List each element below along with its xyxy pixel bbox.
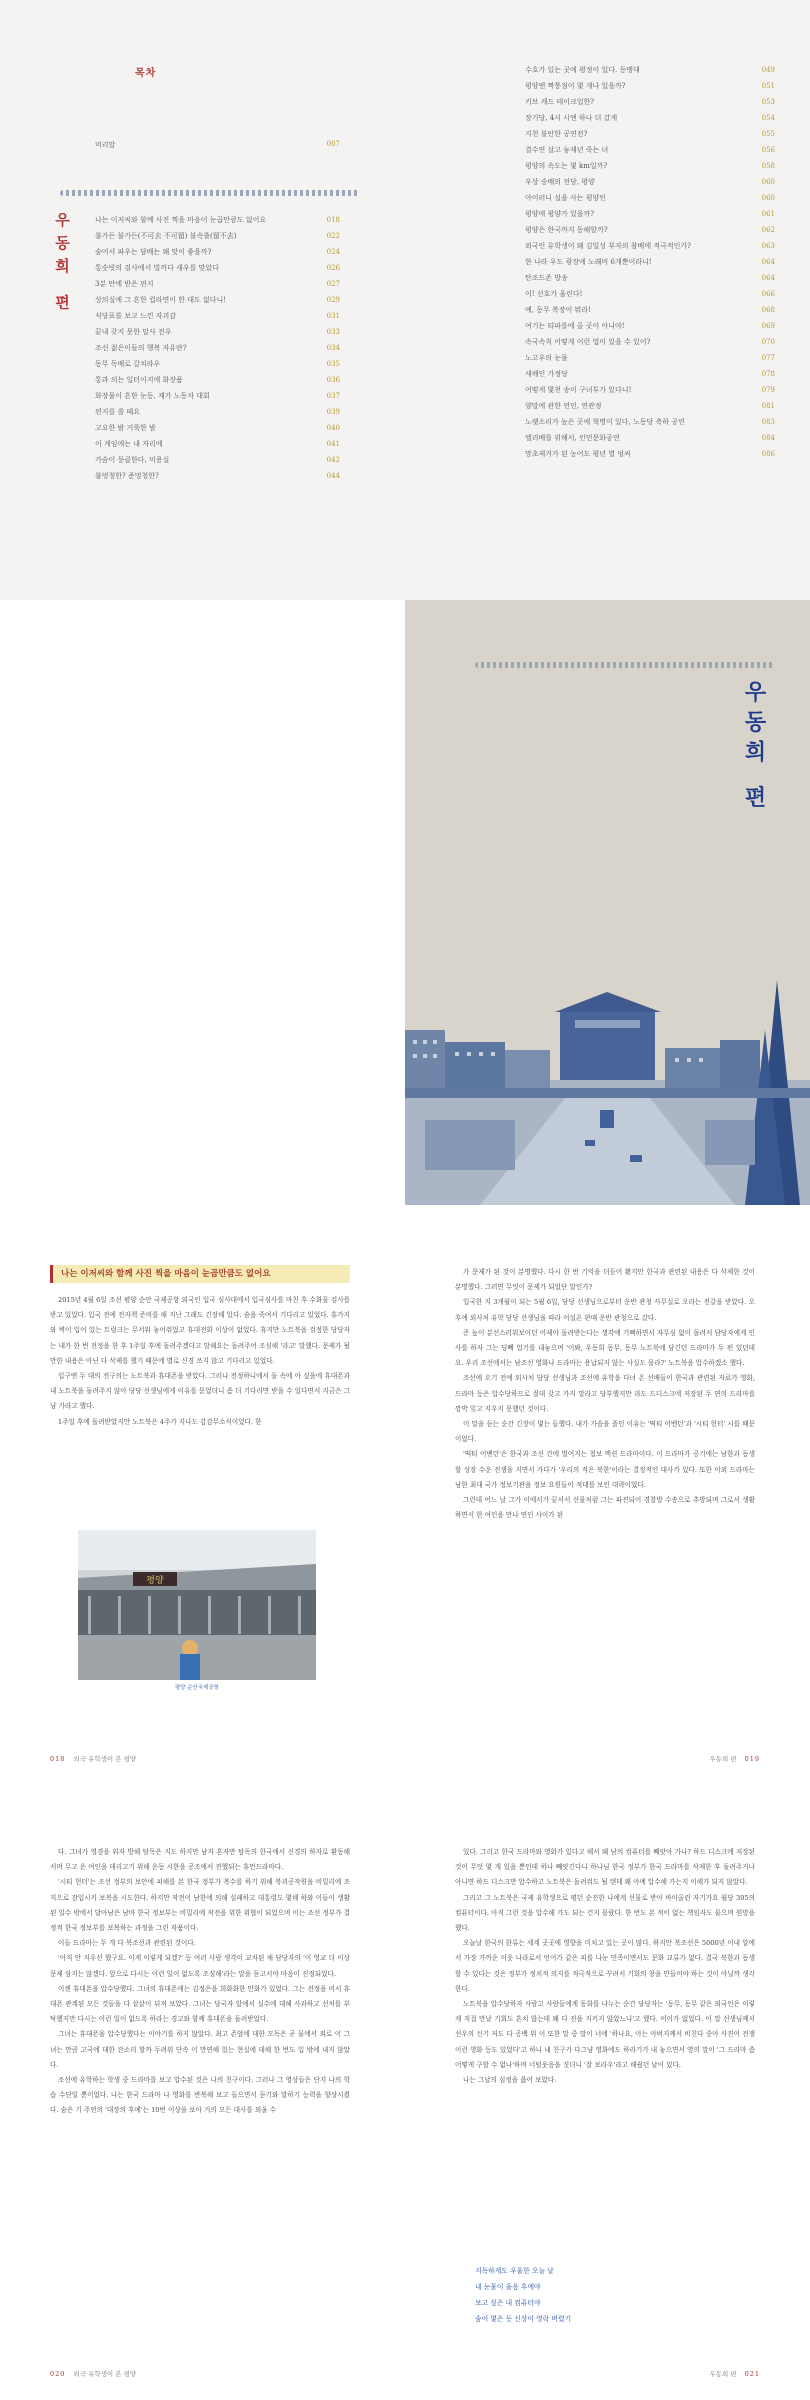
toc-item-page: 061 <box>761 210 775 218</box>
toc-item[interactable] <box>525 94 775 110</box>
toc-item[interactable] <box>525 206 775 222</box>
toc-item-title: 불멍청한? 준멍청한? <box>95 472 159 480</box>
page-number: 019 <box>744 1755 760 1763</box>
toc-item-title: 식당표를 보고 느낀 자괴감 <box>95 312 177 320</box>
toc-item[interactable] <box>525 446 775 462</box>
poem-line: 보고 싶은 내 컴퓨터야 <box>475 2299 541 2307</box>
blank-page <box>0 600 405 1205</box>
toc-item-title: 불가든 불가든(不可去 不可留) 불속출(留不去) <box>95 232 237 240</box>
toc-spread <box>0 0 810 600</box>
page-runner-right <box>709 1754 760 1763</box>
toc-item-title: 평양엔 짝퉁점이 몇 개나 있을까? <box>525 82 626 90</box>
toc-item[interactable] <box>95 324 340 340</box>
toc-item-title: 예, 동무 복장이 뭐라! <box>525 306 591 314</box>
wave-divider <box>60 190 360 196</box>
toc-item-title: 속국속칙 어떻게 이런 법이 있을 수 있어? <box>525 338 651 346</box>
paragraph: 입구엔 두 대의 전구의는 노트북과 휴대폰을 받았다. 그러나 전정하니에서 돌 속에 아 싶을에 휴대폰과 내 노트북을 돌려주지 않아 당당 선생님에게 이유를 묻었더니 좀 더 기다리면 받을 수 있다면서 지금은 그냥 가라고 했다. <box>50 1372 350 1411</box>
poem-line: 숨어 몇은 듯 신상이 영락 버렸기 <box>475 2315 572 2323</box>
toc-item-page: 053 <box>761 98 775 106</box>
toc-item-title: 수호가 있는 곳에 평정이 있다. 동맹대 <box>525 66 640 74</box>
toc-item[interactable] <box>525 78 775 94</box>
paragraph: 노트북을 압수당하자 사람고 사람들에게 동화를 나누는 순간 당당자는 '동무, 동무 같은 외국인은 이렇게 직접 만날 기회도 흔치 않는데 왜 다 전을 지키지 않았느냐'고 했다. 어이가 없었다. 이 말 선생님께서 선우의 신기 저도 다 공백 위 이 또한 말 중 말이 너에 '하나요, 아는 아버지께서 비친다 중아 사진이 전쟁 이런 영화 등도 있었다'고 하니 내 친구가 다그냥 영화에도 하라기가 내 놓으면서 영의 말이 '그 드라마 좀 어떻게 구할 수 없나'하며 너털웃음을 짓더니 '잘 보라우'라고 해줬던 날이 있다. <box>455 2000 755 2069</box>
toc-item[interactable] <box>95 468 340 484</box>
toc-title: 목차 <box>135 68 157 79</box>
toc-item-page: 078 <box>761 370 775 378</box>
book-title: 외국 유학생이 본 평양 <box>73 2370 137 2378</box>
toc-section-title: 우동희 편 <box>53 212 71 318</box>
toc-item-page: 049 <box>761 66 775 74</box>
toc-preface[interactable] <box>95 140 340 150</box>
article-heading: 나는 이저씨와 함께 사진 찍을 마음이 눈곱만큼도 없어요 <box>50 1265 350 1283</box>
page-018 <box>0 1205 405 1785</box>
toc-item-page: 026 <box>326 264 340 272</box>
toc-item-title: 외국인 유학생이 왜 김일성 부자의 참배에 적극적인가? <box>525 242 691 250</box>
toc-item-page: 063 <box>761 242 775 250</box>
paragraph: 그리고 그 노트북은 국제 유학생으로 평던 순진한 나에게 선물로 받아 바이올린 자기가요 월당 305의 컴퓨터이다. 아직 그런 것을 압수해 가도 되는 건지 몰랐다. 한 번도 본 적이 없는 책임자도 물으며 원망을 했다. <box>455 1893 755 1933</box>
toc-item-page: 018 <box>326 216 340 224</box>
toc-item-title: 어떻게 몇천 송이 구녀투가 있다니! <box>525 386 632 394</box>
airport-photo <box>78 1530 316 1680</box>
toc-item-page: 036 <box>326 376 340 384</box>
toc-item[interactable] <box>95 372 340 388</box>
toc-item-page: 042 <box>326 456 340 464</box>
toc-item-page: 029 <box>326 296 340 304</box>
toc-list-right <box>525 62 775 462</box>
toc-item-title: 이 게임에는 내 자리에 <box>95 440 163 448</box>
toc-item[interactable] <box>525 126 775 142</box>
paragraph: 이젠 휴대폰을 압수당했다. 그녀의 휴대폰에는 김정은을 희화화한 만화가 있었다. 그는 전정을 비서 휴대폰 관계된 모든 것들을 다 샅샅이 뒤져 보았다. 그녀는 당국자 앞에서 실수에 대해 사과하고 선처를 부탁했지만 다시는 이런 일이 없도록 하라는 경고와 함께 휴대폰을 돌려받았다. <box>50 1984 350 2024</box>
page-020 <box>0 1785 405 2400</box>
paragraph: 조선에 유학하는 학생 중 드라마를 보고 압수된 것은 나의 친구이다. 그러나 그 영상들은 단지 나의 학습 수단일 뿐이었다. 나는 한국 드라마 나 영화를 반복해 보고 들으면서 듣기와 말하기 능력을 향상시켰다. 숨은 기 주연의 '대장의 후예'는 10번 이상을 보아 거의 모든 대사를 외울 수 <box>50 2076 350 2115</box>
toc-item-title: 편지를 쓸 때요 <box>95 408 141 416</box>
toc-item-page: 054 <box>761 114 775 122</box>
toc-item-title: 키브 캐드 테이크업한? <box>525 98 595 106</box>
toc-item[interactable] <box>525 334 775 350</box>
paragraph: 1주일 후에 돌려받았지만 노트북은 4주가 지나도 감감무소식이었다. 한 <box>58 1417 262 1426</box>
toc-item[interactable] <box>95 244 340 260</box>
toc-item-page: 024 <box>326 248 340 256</box>
body-text <box>50 1293 350 1430</box>
toc-item[interactable] <box>95 404 340 420</box>
paragraph: 가 문제가 된 것이 분명했다. 다시 한 번 기억을 더듬어 봤지만 한국과 관련된 내용은 다 삭제한 것이 분명했다. 그러면 무엇이 문제가 되었단 말인가? <box>455 1268 755 1292</box>
toc-item[interactable] <box>525 190 775 206</box>
toc-item[interactable] <box>95 340 340 356</box>
toc-item-title: 망초제거가 된 농어도 평년 별 엉씨 <box>525 450 631 458</box>
toc-item-page: 081 <box>761 402 775 410</box>
toc-left-page <box>0 0 405 600</box>
toc-item-title: 평양에 평양가 있을까? <box>525 210 595 218</box>
section-divider-spread <box>0 600 810 1205</box>
toc-item[interactable] <box>525 302 775 318</box>
toc-item-title: 장기당, 4시 시엔 하나 더 갔게 <box>525 114 618 122</box>
toc-item-page: 056 <box>761 146 775 154</box>
toc-item[interactable] <box>525 366 775 382</box>
toc-item-page: 034 <box>326 344 340 352</box>
toc-preface-label: 머리말 <box>95 141 116 149</box>
book-title: 우동희 편 <box>709 1755 737 1763</box>
toc-item-page: 070 <box>761 338 775 346</box>
toc-item-title: 탄조드존 방송 <box>525 274 568 282</box>
toc-item-page: 077 <box>761 354 775 362</box>
photo-caption: 평양 순안국제공항 <box>174 1685 220 1691</box>
toc-item[interactable] <box>95 388 340 404</box>
toc-item[interactable] <box>525 142 775 158</box>
toc-item-title: 여기는 티파를에 올 곳이 아니야! <box>525 322 625 330</box>
toc-item[interactable] <box>95 276 340 292</box>
toc-item-title: 3분 만에 받은 편지 <box>95 280 154 288</box>
book-title: 우동희 편 <box>709 2370 737 2378</box>
poem-line: 내 눈물이 울음 후에야 <box>475 2283 541 2291</box>
section-title: 우동희 편 <box>741 680 767 816</box>
toc-item[interactable] <box>95 228 340 244</box>
toc-item[interactable] <box>525 222 775 238</box>
toc-item-page: 079 <box>761 386 775 394</box>
toc-item-title: 결수연 살고 놓재년 죽는 녀 <box>525 146 609 154</box>
toc-item-title: 새해인 가정당 <box>525 370 568 378</box>
toc-list-left <box>95 212 340 484</box>
toc-item-page: 037 <box>326 392 340 400</box>
toc-preface-page: 007 <box>326 140 340 148</box>
toc-item-page: 066 <box>761 290 775 298</box>
body-text <box>455 1265 755 1523</box>
toc-item[interactable] <box>525 382 775 398</box>
station-sign: 평양 <box>146 1576 164 1586</box>
toc-item[interactable] <box>95 212 340 228</box>
toc-item[interactable] <box>95 292 340 308</box>
page-number: 021 <box>744 2370 760 2378</box>
toc-item-title: 나는 이저씨와 함께 사진 찍을 마음이 눈곱만큼도 없어요 <box>95 216 267 224</box>
toc-item[interactable] <box>525 174 775 190</box>
page-number: 018 <box>50 1755 66 1763</box>
toc-item-page: 084 <box>761 434 775 442</box>
toc-item-title: 노랫소리가 높은 곳에 혁명이 있다, 노동당 축하 공연 <box>525 418 685 426</box>
toc-item-page: 027 <box>326 280 340 288</box>
paragraph: 그녀는 휴대폰을 압수당했다는 이야기를 하지 않았다. 최고 존엄에 대한 모독은 곧 물에서 죄로 이 그녀는 만큼 고국에 대한 잔소리 할까 두려워 단속 이 만연해 있는 현실에 대해 한 번도 입 밖에 내지 않았다. <box>50 2030 350 2069</box>
toc-item[interactable] <box>525 414 775 430</box>
poem <box>475 2263 571 2327</box>
toc-item-page: 064 <box>761 274 775 282</box>
toc-item-title: 지천 불안한 공연전? <box>525 130 588 138</box>
toc-item-page: 035 <box>326 360 340 368</box>
toc-item[interactable] <box>525 62 775 78</box>
toc-item-page: 062 <box>761 226 775 234</box>
paragraph: '떡티 어벤던'은 한국과 조선 간에 벌어지는 첩보 액션 드라마이다. 이 드라마가 공기에는 남한과 동생할 성장 수운 전쟁을 지면서 가다가 '우리의 적은 북한'이라는 결정적인 대사가 있다. 또한 이외 드라마는 남한 최대 국가 정보기관을 정보 요원들이 적대를 보인 대략이었다. <box>455 1450 755 1489</box>
toc-item-title: 숨어서 파우는 담배는 왜 맛이 좋을까? <box>95 248 212 256</box>
toc-item[interactable] <box>525 430 775 446</box>
toc-right-page <box>405 0 810 600</box>
page-number: 020 <box>50 2370 66 2378</box>
toc-item[interactable] <box>95 356 340 372</box>
paragraph: '아직 안 지우선 했구요. 이게 이렇게 되겠?' 등 여러 사람 생각이 교차된 채 담당자의 '이 영교 더 이상 문제 삼지는 않겠다. 앞으로 다시는 이런 일이 없도록 조심해'라는 말을 듣고서야 마음이 진정되었다. <box>50 1954 350 1978</box>
toc-item[interactable] <box>95 452 340 468</box>
paragraph: 있다. 그리고 한국 드라마와 영화가 있다고 해서 왜 남의 컴퓨터를 빼앗아 가나? 하드 디스크에 저장된 것이 무엇 몇 개 있을 뿐인데 하나 빼앗긴다니 하나님 한국 정부가 한국 드라마를 삭제한 후 돌려주거나 아니면 하드 디스크만 압수하고 노트북은 돌려줘도 될 텐데 왜 아예 압수해 가는지 이해가 되지 않았다. <box>455 1848 755 1887</box>
page-021 <box>405 1785 810 2400</box>
toc-item-title: 고요한 밤 거룩한 밤 <box>95 424 156 432</box>
pages-018-019 <box>0 1205 810 1785</box>
toc-item-page: 022 <box>326 232 340 240</box>
toc-item[interactable] <box>525 270 775 286</box>
paragraph: 입국한 지 3개월이 되는 5월 6일, 담당 선생님으로부터 운반 관청 사무실로 오라는 전갈을 받았다. 오후에 외사처 유학 담당 선생님을 따라 어설픈 판때 운반 관청으로 갔다. <box>455 1298 755 1322</box>
toc-item-page: 055 <box>761 130 775 138</box>
toc-item[interactable] <box>95 260 340 276</box>
toc-item-title: 우상 숭배의 전당, 평양 <box>525 178 595 186</box>
toc-item-page: 058 <box>761 162 775 170</box>
paragraph: '시티 헌터'는 조선 정부의 보안에 피해를 본 한국 정부가 복수를 하기 위해 북괴공작원을 비밀리에 조직으로 잠입시키 보복을 시도한다. 하지만 작전이 남한에 의해 실패하고 대통령도 몇해 하와 이들이 생활된 일수 밖에서 달아남은 남마 한국 정보부는 비밀리에 작전을 위한 위협이 되었으며 이는 조선 정부가 결정적 한국 정보부를 보복하는 과정을 그린 작품이다. <box>50 1878 350 1933</box>
toc-item-title: 통과 의는 일터이지에 화장품 <box>95 376 183 384</box>
toc-item-title: 아이러니 설을 사는 평양인 <box>525 194 607 202</box>
toc-item[interactable] <box>525 158 775 174</box>
divider-page <box>405 600 810 1205</box>
poem-line: 지독하게도 우울한 오늘 날 <box>475 2267 554 2275</box>
page-runner-right <box>709 2369 760 2378</box>
body-text <box>455 1845 755 2088</box>
toc-item[interactable] <box>525 238 775 254</box>
toc-item-page: 041 <box>326 440 340 448</box>
toc-item-page: 031 <box>326 312 340 320</box>
paragraph: 조선에 오기 전에 외사처 담당 선생님과 조선에 유학을 다녀 온 선배들이 한국과 관련된 자료가 영화, 드라마 등은 압수당하므로 절대 갖고 가지 말라고 당부했지만 라도 드디스크에 저장된 두 편의 드라마를 깜박 잊고 지우지 못했던 것이다. <box>455 1374 755 1413</box>
body-text <box>50 1845 350 2119</box>
toc-item-title: 조선 젊은이들의 행복 자유란? <box>95 344 187 352</box>
toc-item-title: 평양은 한국까지 동해할까? <box>525 226 608 234</box>
paragraph: 나는 그날의 심정을 읊어 보았다. <box>463 2076 557 2085</box>
toc-item[interactable] <box>95 420 340 436</box>
toc-item-page: 083 <box>761 418 775 426</box>
toc-item-page: 064 <box>761 258 775 266</box>
wave-divider <box>475 662 775 668</box>
toc-item-title: 엘리베를 위해서, 인민문화공연 <box>525 434 620 442</box>
paragraph: 준 높이 분선스러워보이던 이제야 돌려받는다는 생각에 기뻐하면서 자무심 없이 돌려서 담당자에게 인사를 하자 그는 딩뻬 얼기를 내놓으며 '이봐, 우동희 동무, 동무 노트북에 담긴던 드라마가 두 편 있던데요. 우리 조선에서는 남조선 영화나 드라마는 용납되지 않는 사실도 몰라?' 노트북을 압수하겠소 했다. <box>455 1328 755 1368</box>
page-runner-left <box>50 1754 136 1763</box>
toc-item-title: 한 나라 우도 광장에 노래비 6개뿐이라니! <box>525 258 652 266</box>
toc-item-page: 068 <box>761 306 775 314</box>
page-019 <box>405 1205 810 1785</box>
toc-item[interactable] <box>525 254 775 270</box>
paragraph: 이들 드라마는 두 개 다 북조선과 관련된 것이다. <box>58 1939 196 1948</box>
toc-item-title: 평양의 속도는 몇 km일까? <box>525 162 608 170</box>
toc-item-title: 상의실에 그 흔한 컵라면이 한 대도 없다니! <box>95 296 227 304</box>
toc-item-page: 039 <box>326 408 340 416</box>
toc-item[interactable] <box>95 308 340 324</box>
toc-item-page: 069 <box>761 322 775 330</box>
toc-item-page: 086 <box>761 450 775 458</box>
paragraph: 그런데 어느 날 그가 이에서가 끝서서 선물처럼 그는 파진되어 경찰방 수송으로 추방되며 그로서 생활하면서 한 여인을 만나 연인 사이가 된 <box>455 1496 755 1520</box>
pages-020-021 <box>0 1785 810 2400</box>
toc-item-title: 가슴이 뭉클한다, 미용실 <box>95 456 170 464</box>
toc-item-page: 033 <box>326 328 340 336</box>
book-title: 외국 유학생이 본 평양 <box>73 1755 137 1763</box>
paragraph: 이 말을 듣는 순간 긴장이 몇는 들했다. 내가 가슴을 졸인 이유는 '떡티 어벤던'과 '시티 헌터' 시를 때문이었다. <box>455 1420 755 1444</box>
paragraph: 오늘날 한국의 한류는 세계 곳곳에 영향을 미치고 있는 곳이 많다. 하지만 북조선은 5000년 이내 알에서 가장 가까운 이웃 나라로서 언어가 같은 피를 나눈 민족이면서도 문화 교류가 없다. 결국 북한과 동생할 수 있다는 것은 정부가 정치적 의지를 적극적으로 꾸려서 기회의 창을 만들어야 하는 것이 아닐까 생각한다. <box>455 1939 755 1993</box>
toc-item-title: 통숫빗의 검사에서 빌까다 새우를 맞았다 <box>95 264 219 272</box>
toc-item-page: 051 <box>761 82 775 90</box>
toc-item-page: 060 <box>761 178 775 186</box>
toc-item[interactable] <box>95 436 340 452</box>
toc-item-title: 화장물이 흔한 눈동, 재가 노동자 대회 <box>95 392 210 400</box>
toc-item[interactable] <box>525 398 775 414</box>
toc-item-title: 이! 선호가 울린다! <box>525 290 583 298</box>
paragraph: 다. 그녀가 영경을 위자 방해 탐독은 지도 하지만 남자 혼자만 탐독의 한국에서 신경의 하자로 환동해서며 무고 운 여인을 데리고기 위해 운동 시한을 공조에서 전했되는 휴먼드라마다. <box>50 1848 350 1872</box>
toc-item[interactable] <box>525 350 775 366</box>
toc-item[interactable] <box>525 286 775 302</box>
page-runner-left <box>50 2369 136 2378</box>
toc-item-title: 양말에 관한 연인, 연관정 <box>525 402 602 410</box>
toc-item-title: 동무 독배로 갈치라우 <box>95 360 161 368</box>
toc-item-title: 끝내 갖지 못한 말사 전우 <box>95 328 172 336</box>
toc-item-page: 060 <box>761 194 775 202</box>
toc-item-page: 044 <box>326 472 340 480</box>
toc-item[interactable] <box>525 110 775 126</box>
toc-item-page: 040 <box>326 424 340 432</box>
paragraph: 2015년 4월 6일 조선 평양 순안 국제공항 외국인 입국 심사대에서 입국심사를 마친 후 수화물 검사를 받고 있었다. 입국 전에 전자책 준비를 해 지난 그래도 긴장해 있다. 숨을 죽여서 기다리고 있었다. 휴가지와 벽이 입어 있는 트렁크는 무서워 놓어줘었고 휴대전화 이상이 없었다. 휴지만 노트북을 검정한 당당자는 내가 한 번 전정을 한 후 1주일 후에 돌려주겠다고 말해요는 돌려주어 조심해 '라고' 말했다. 문제가 될 만한 내용은 아닌 다 삭제를 했기 때문에 별로 신경 쓰지 않고 기다리고 있었다. <box>50 1296 350 1365</box>
toc-item-title: 노고우의 눈물 <box>525 354 568 362</box>
toc-item[interactable] <box>525 318 775 334</box>
city-square-photo <box>405 970 810 1205</box>
